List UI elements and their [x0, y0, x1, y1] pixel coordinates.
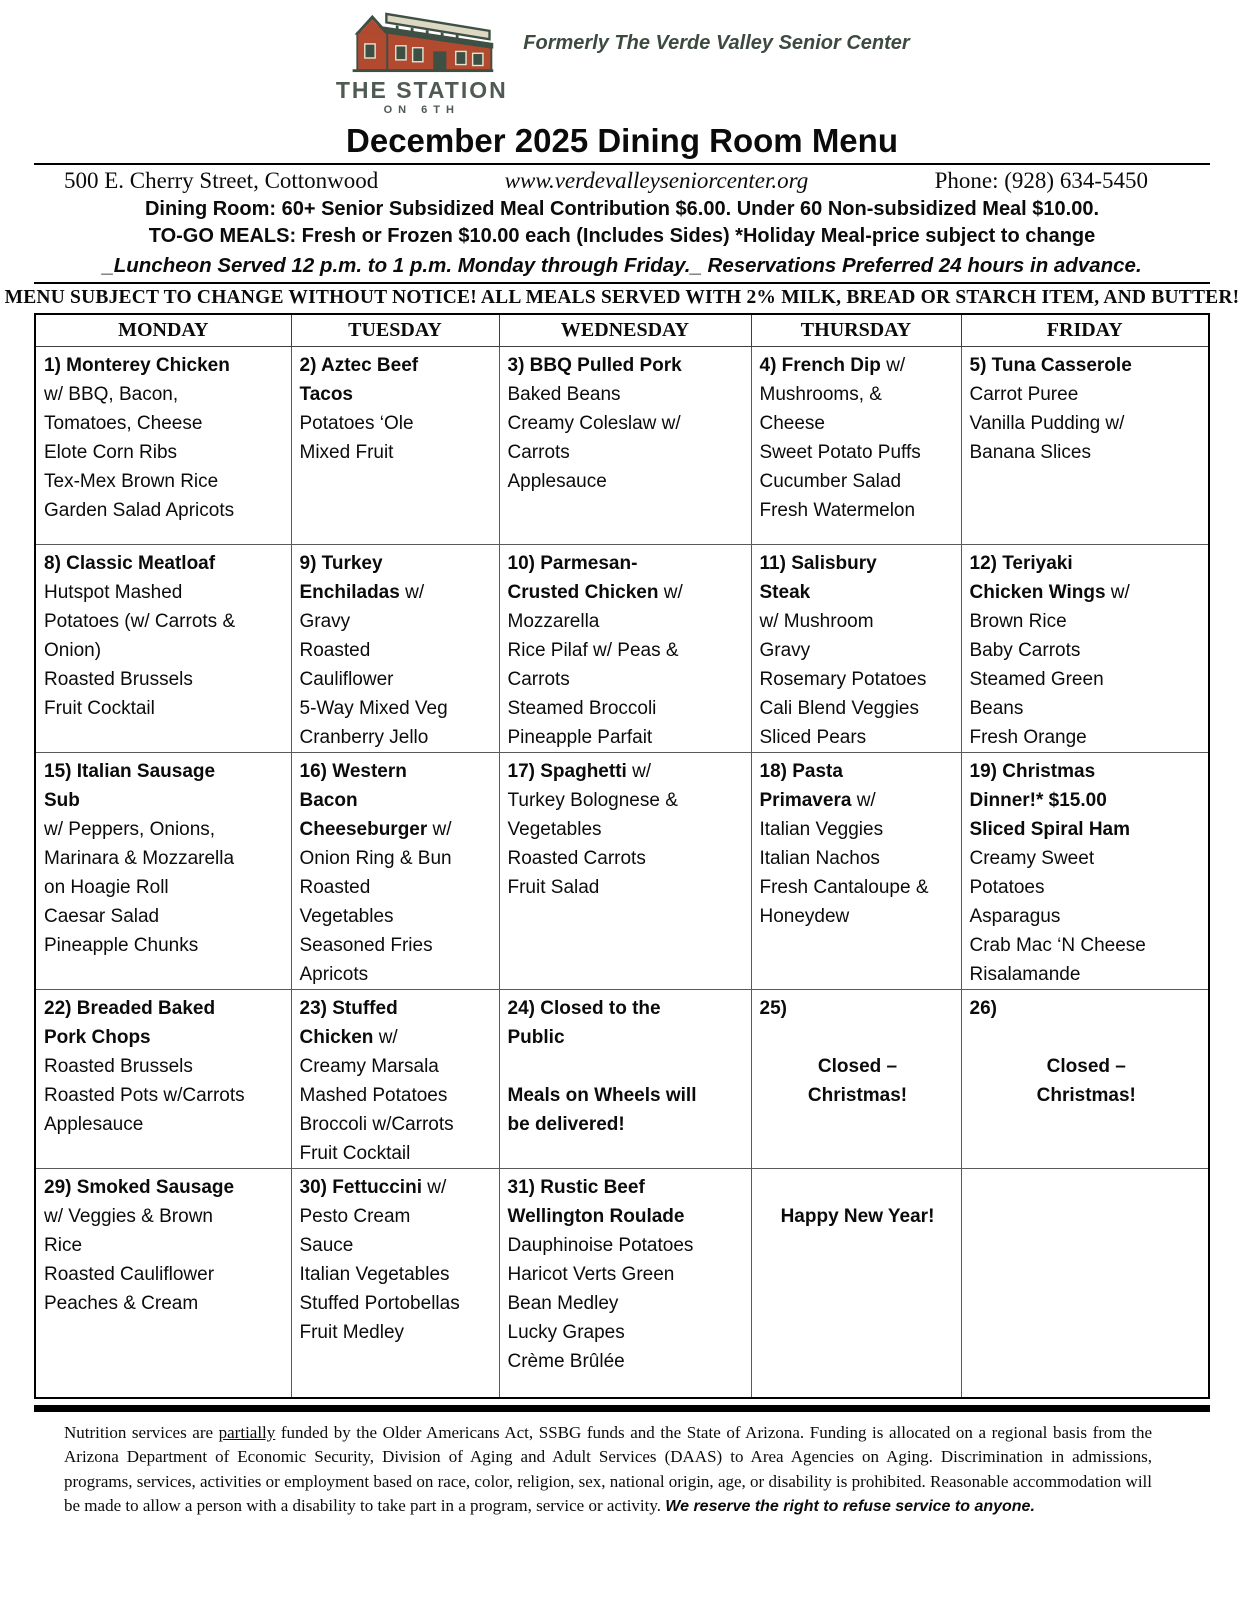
menu-item-line: Potatoes (w/ Carrots &: [44, 611, 236, 633]
menu-item-line: Rice Pilaf w/ Peas &: [507, 640, 679, 662]
menu-item-line: Christmas!: [807, 1085, 908, 1107]
menu-item-line: Vanilla Pudding w/: [969, 413, 1125, 435]
menu-item-line: 12) Teriyaki: [969, 553, 1073, 575]
menu-item-line: Applesauce: [507, 471, 607, 493]
menu-item-line: 17) Spaghetti w/: [507, 761, 652, 783]
street-address: 500 E. Cherry Street, Cottonwood: [64, 168, 379, 194]
menu-item-line: Crème Brûlée: [507, 1351, 625, 1373]
menu-item-line: Onion): [44, 640, 102, 662]
menu-item-line: [760, 1173, 956, 1202]
menu-item-line: w/ BBQ, Bacon,: [44, 384, 179, 406]
menu-item-line: Cauliflower: [299, 669, 394, 691]
menu-item-line: Roasted Pots w/Carrots: [44, 1085, 245, 1107]
menu-item-line: [508, 1052, 746, 1081]
menu-item-line: on Hoagie Roll: [44, 877, 169, 899]
menu-item-line: Pineapple Chunks: [44, 935, 199, 957]
menu-item-line: Mashed Potatoes: [299, 1085, 448, 1107]
menu-cell-week1-tuesday: [291, 347, 499, 545]
menu-cell-week5-wednesday: [499, 1169, 751, 1398]
menu-item-line: Vegetables: [507, 819, 602, 841]
menu-item-line: 4) French Dip w/: [759, 355, 906, 377]
notice-divider: [34, 282, 1210, 284]
menu-cell-week2-monday: [35, 545, 291, 753]
menu-item-line: 2) Aztec Beef: [299, 355, 419, 377]
menu-item-line: Sauce: [299, 1235, 354, 1257]
menu-item-line: 16) Western: [299, 761, 407, 783]
menu-item-line: Tex-Mex Brown Rice: [44, 471, 219, 493]
menu-item-line: Meals on Wheels will: [507, 1085, 697, 1107]
menu-cell-week4-friday: [961, 990, 1209, 1169]
day-header-thursday: THURSDAY: [751, 314, 961, 347]
menu-item-line: Asparagus: [969, 906, 1061, 928]
menu-item-line: 30) Fettuccini w/: [299, 1177, 447, 1199]
menu-item-line: Fresh Orange: [969, 727, 1087, 749]
menu-cell-week2-friday: [961, 545, 1209, 753]
menu-cell-week5-friday: [961, 1169, 1209, 1398]
menu-week-row-2: [35, 545, 1209, 753]
menu-item-line: Sub: [44, 790, 80, 812]
footer-divider-bar: [34, 1405, 1210, 1412]
menu-item-line: Lucky Grapes: [507, 1322, 625, 1344]
menu-item-line: Broccoli w/Carrots: [299, 1114, 454, 1136]
menu-item-line: Mushrooms, &: [759, 384, 882, 406]
menu-item-line: Rosemary Potatoes: [759, 669, 927, 691]
menu-item-line: [970, 1023, 1204, 1052]
menu-item-line: Rice: [44, 1235, 83, 1257]
menu-item-line: 29) Smoked Sausage: [44, 1177, 235, 1199]
menu-item-line: Steamed Green: [969, 669, 1104, 691]
menu-item-line: be delivered!: [507, 1114, 625, 1136]
menu-item-line: Beans: [969, 698, 1024, 720]
menu-item-line: Cali Blend Veggies: [759, 698, 919, 720]
menu-item-line: Pork Chops: [44, 1027, 151, 1049]
menu-cell-week4-monday: [35, 990, 291, 1169]
nutrition-disclaimer: Nutrition services are partially funded by the Older Americans Act, SSBG funds and the State of Arizona. Funding is allocated on a regional basis from the Arizona Department of Economic Security, Division of Aging and Adult Services (DAAS) to Area Agencies on Aging. Discrimination in admissions, programs, services, activities or employment based on race, color, religion, sex, national origin, age, or disability is prohibited. Reasonable accommodation will be made to allow a person with a disability to take part in a program, service or activity. We reserve the right to refuse service to anyone.: [64, 1422, 1152, 1516]
menu-item-line: Italian Veggies: [759, 819, 884, 841]
menu-item-line: Fruit Cocktail: [299, 1143, 411, 1165]
logo-name: THE STATION: [335, 77, 508, 103]
day-header-row: [35, 314, 1209, 347]
menu-item-line: Peaches & Cream: [44, 1293, 199, 1315]
menu-item-line: 31) Rustic Beef: [507, 1177, 645, 1199]
menu-item-line: Tomatoes, Cheese: [44, 413, 203, 435]
menu-item-line: 10) Parmesan-: [507, 553, 638, 575]
menu-item-line: Dauphinoise Potatoes: [507, 1235, 694, 1257]
menu-item-line: Christmas!: [1036, 1085, 1136, 1107]
menu-item-line: Mozzarella: [507, 611, 600, 633]
menu-item-line: 1) Monterey Chicken: [44, 355, 230, 377]
menu-item-line: 24) Closed to the: [507, 998, 661, 1020]
menu-item-line: Potatoes: [969, 877, 1045, 899]
menu-cell-week3-friday: [961, 753, 1209, 990]
menu-item-line: Sweet Potato Puffs: [759, 442, 921, 464]
menu-item-line: Steak: [759, 582, 811, 604]
day-header-monday: MONDAY: [35, 314, 291, 347]
menu-item-line: Roasted Brussels: [44, 669, 193, 691]
menu-item-line: Sliced Pears: [759, 727, 867, 749]
menu-item-line: Primavera w/: [759, 790, 876, 812]
menu-item-line: Closed –: [817, 1056, 898, 1078]
menu-item-line: Roasted Brussels: [44, 1056, 193, 1078]
menu-item-line: 5-Way Mixed Veg: [299, 698, 448, 720]
menu-item-line: Cranberry Jello: [299, 727, 429, 749]
menu-week-row-1: [35, 347, 1209, 545]
menu-item-line: Creamy Marsala: [299, 1056, 439, 1078]
menu-cell-week2-tuesday: [291, 545, 499, 753]
menu-item-line: Cucumber Salad: [759, 471, 902, 493]
station-logo: [334, 10, 509, 116]
menu-item-line: Fruit Cocktail: [44, 698, 155, 720]
day-header-friday: FRIDAY: [961, 314, 1209, 347]
menu-item-line: Crusted Chicken w/: [507, 582, 683, 604]
menu-item-line: Fresh Cantaloupe &: [759, 877, 929, 899]
menu-item-line: Onion Ring & Bun: [299, 848, 452, 870]
menu-item-line: 5) Tuna Casserole: [969, 355, 1132, 377]
menu-item-line: Mixed Fruit: [299, 442, 394, 464]
menu-item-line: Pineapple Parfait: [507, 727, 653, 749]
menu-item-line: Creamy Coleslaw w/: [507, 413, 681, 435]
menu-item-line: w/ Peppers, Onions,: [44, 819, 216, 841]
menu-cell-week4-thursday: [751, 990, 961, 1169]
menu-item-line: Bacon: [299, 790, 358, 812]
luncheon-hours-line: _Luncheon Served 12 p.m. to 1 p.m. Monday through Friday._ Reservations Preferred 24 hours in advance.: [102, 254, 1142, 278]
menu-cell-week5-tuesday: [291, 1169, 499, 1398]
menu-cell-week4-wednesday: [499, 990, 751, 1169]
website-url: www.verdevalleyseniorcenter.org: [504, 168, 809, 194]
day-header-wednesday: WEDNESDAY: [499, 314, 751, 347]
menu-item-line: Chicken w/: [299, 1027, 398, 1049]
menu-cell-week4-tuesday: [291, 990, 499, 1169]
menu-item-line: Italian Vegetables: [299, 1264, 450, 1286]
menu-item-line: Closed –: [1046, 1056, 1126, 1078]
menu-item-line: 26): [969, 998, 997, 1020]
menu-item-line: 3) BBQ Pulled Pork: [507, 355, 682, 377]
menu-item-line: Italian Nachos: [759, 848, 880, 870]
menu-item-line: w/ Mushroom: [759, 611, 874, 633]
logo-tagline: Formerly The Verde Valley Senior Center: [523, 32, 910, 54]
menu-cell-week3-tuesday: [291, 753, 499, 990]
menu-cell-week3-wednesday: [499, 753, 751, 990]
menu-item-line: [760, 1023, 956, 1052]
menu-item-line: Brown Rice: [969, 611, 1067, 633]
menu-item-line: Potatoes ‘Ole: [299, 413, 414, 435]
menu-item-line: Apricots: [299, 964, 369, 986]
page-title: December 2025 Dining Room Menu: [346, 122, 898, 160]
menu-item-line: Elote Corn Ribs: [44, 442, 178, 464]
menu-item-line: Steamed Broccoli: [507, 698, 657, 720]
menu-item-line: Roasted Carrots: [507, 848, 646, 870]
menu-item-line: Garden Salad Apricots: [44, 500, 235, 522]
menu-item-line: Fruit Salad: [507, 877, 600, 899]
menu-cell-week2-wednesday: [499, 545, 751, 753]
togo-meals-line: TO-GO MEALS: Fresh or Frozen $10.00 each (Includes Sides) *Holiday Meal-price subject to change: [148, 225, 1096, 248]
menu-item-line: 18) Pasta: [759, 761, 843, 783]
menu-cell-week3-thursday: [751, 753, 961, 990]
menu-item-line: Honeydew: [759, 906, 850, 928]
menu-notice-line: MENU SUBJECT TO CHANGE WITHOUT NOTICE! ALL MEALS SERVED WITH 2% MILK, BREAD OR STARCH ITEM, AND BUTTER!: [4, 287, 1240, 309]
menu-item-line: 8) Classic Meatloaf: [44, 553, 216, 575]
logo-subtitle: ON 6TH: [383, 104, 460, 117]
menu-item-line: Risalamande: [969, 964, 1081, 986]
menu-item-line: Baby Carrots: [969, 640, 1081, 662]
menu-item-line: Carrot Puree: [969, 384, 1079, 406]
menu-item-line: Turkey Bolognese &: [507, 790, 678, 812]
menu-item-line: Banana Slices: [969, 442, 1091, 464]
menu-item-line: Vegetables: [299, 906, 394, 928]
menu-item-line: Cheese: [759, 413, 825, 435]
menu-item-line: Roasted Cauliflower: [44, 1264, 215, 1286]
menu-item-line: 15) Italian Sausage: [44, 761, 216, 783]
pricing-line: Dining Room: 60+ Senior Subsidized Meal Contribution $6.00. Under 60 Non-subsidized Meal $10.00.: [144, 198, 1100, 221]
menu-cell-week3-monday: [35, 753, 291, 990]
menu-item-line: Seasoned Fries: [299, 935, 433, 957]
menu-table: [34, 313, 1210, 1399]
phone-number: Phone: (928) 634-5450: [934, 168, 1148, 194]
menu-item-line: Carrots: [507, 442, 570, 464]
menu-item-line: Tacos: [299, 384, 354, 406]
menu-item-line: Carrots: [507, 669, 570, 691]
menu-item-line: Roasted: [299, 877, 371, 899]
contact-row: [0, 165, 1244, 194]
menu-item-line: Fruit Medley: [299, 1322, 405, 1344]
menu-week-row-3: [35, 753, 1209, 990]
menu-week-row-5: [35, 1169, 1209, 1398]
menu-item-line: 9) Turkey: [299, 553, 383, 575]
menu-item-line: Dinner!* $15.00: [969, 790, 1107, 812]
menu-item-line: Chicken Wings w/: [969, 582, 1130, 604]
menu-item-line: Applesauce: [44, 1114, 144, 1136]
menu-item-line: Caesar Salad: [44, 906, 160, 928]
menu-item-line: 25): [759, 998, 787, 1020]
menu-item-line: Crab Mac ‘N Cheese: [969, 935, 1146, 957]
day-header-tuesday: TUESDAY: [291, 314, 499, 347]
menu-item-line: Happy New Year!: [780, 1206, 935, 1228]
menu-item-line: Cheeseburger w/: [299, 819, 452, 841]
menu-item-line: Creamy Sweet: [969, 848, 1095, 870]
menu-item-line: Baked Beans: [507, 384, 621, 406]
menu-item-line: Haricot Verts Green: [507, 1264, 675, 1286]
menu-item-line: Roasted: [299, 640, 371, 662]
menu-cell-week5-monday: [35, 1169, 291, 1398]
menu-item-line: Stuffed Portobellas: [299, 1293, 460, 1315]
menu-item-line: Bean Medley: [507, 1293, 619, 1315]
menu-item-line: Public: [507, 1027, 565, 1049]
menu-item-line: 23) Stuffed: [299, 998, 398, 1020]
menu-cell-week1-wednesday: [499, 347, 751, 545]
menu-item-line: 22) Breaded Baked: [44, 998, 216, 1020]
menu-cell-week1-thursday: [751, 347, 961, 545]
menu-item-line: 19) Christmas: [969, 761, 1096, 783]
station-building-icon: [347, 10, 497, 76]
menu-item-line: Hutspot Mashed: [44, 582, 183, 604]
menu-cell-week2-thursday: [751, 545, 961, 753]
menu-item-line: Pesto Cream: [299, 1206, 411, 1228]
menu-cell-week1-monday: [35, 347, 291, 545]
header-logo-row: [0, 0, 1244, 116]
menu-item-line: Gravy: [299, 611, 351, 633]
menu-cell-week5-thursday: [751, 1169, 961, 1398]
menu-item-line: Enchiladas w/: [299, 582, 425, 604]
menu-item-line: w/ Veggies & Brown: [44, 1206, 213, 1228]
menu-item-line: 11) Salisbury: [759, 553, 877, 575]
menu-item-line: Wellington Roulade: [507, 1206, 685, 1228]
menu-cell-week1-friday: [961, 347, 1209, 545]
menu-item-line: Marinara & Mozzarella: [44, 848, 235, 870]
menu-week-row-4: [35, 990, 1209, 1169]
menu-item-line: Gravy: [759, 640, 811, 662]
menu-item-line: Fresh Watermelon: [759, 500, 916, 522]
menu-item-line: Sliced Spiral Ham: [969, 819, 1131, 841]
